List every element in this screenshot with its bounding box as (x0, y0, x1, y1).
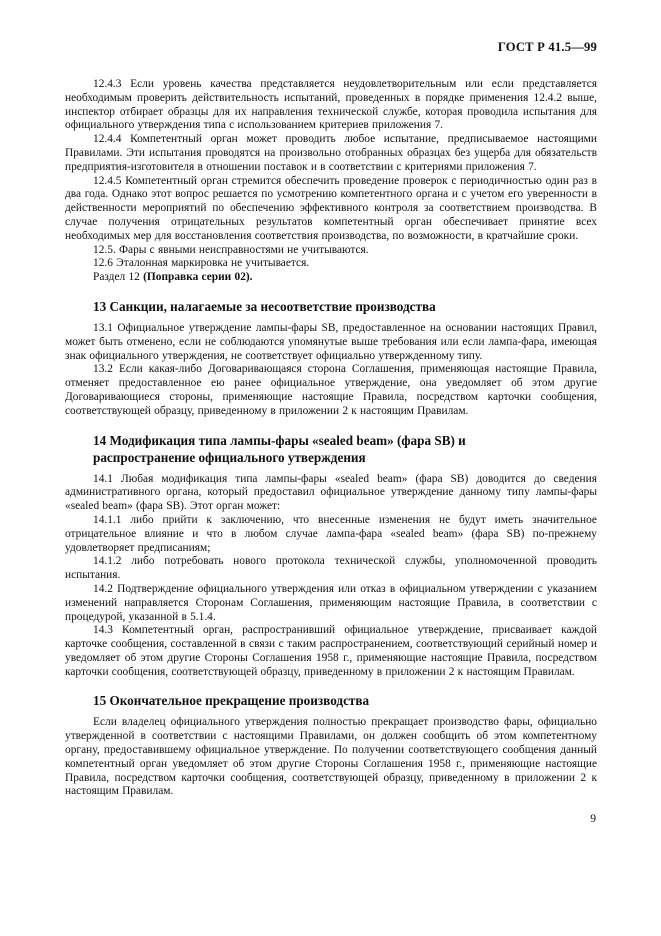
para-14-1-1: 14.1.1 либо прийти к заключению, что внесенные изменения не будут иметь значительное отрицательное влияние и что в любом случае лампа-фара «sealed beam» (фара SB) по-прежнему удовлетворяет предписаниям; (65, 513, 597, 554)
para-12-4-3: 12.4.3 Если уровень качества представляется неудовлетворительным или если представляется необходимым проверить действительность испытаний, проведенных в порядке применения 12.4.2 выше, инспектор отбирает образцы для их направления технической службе, которая проводила испытания для официального утверждения типа с использованием критериев приложения 7. (65, 78, 597, 132)
document-footer (65, 812, 597, 825)
heading-section-15: 15 Окончательное прекращение производства (93, 693, 370, 709)
para-14-1-2: 14.1.2 либо потребовать нового протокола технической службы, уполномоченной проводить испытания. (65, 555, 597, 582)
heading-section-13: 13 Санкции, налагаемые за несоответствие производства (93, 298, 436, 314)
page-number: 9 (590, 812, 596, 826)
heading-section-14: 14 Модификация типа лампы-фары «sealed beam» (фара SB) и распространение официального утверждения (93, 432, 466, 465)
para-13-1: 13.1 Официальное утверждение лампы-фары SB, предоставленное на основании настоящих Правил, может быть отменено, если не соблюдаются упомянутые выше требования или если лампа-фара, имеющая знак официального утверждения, не соответствует официально утвержденному типу. (65, 321, 597, 362)
para-razdel-12-amendment: (Поправка серии 02). (143, 271, 253, 284)
para-razdel-12 (65, 271, 597, 285)
para-12-5: 12.5. Фары с явными неисправностями не учитываются. (93, 243, 369, 256)
para-14-2: 14.2 Подтверждение официального утверждения или отказ в официальном утверждении с указанием изменений направляется Сторонам Соглашения, применяющим настоящие Правила, в соответствии с процедурой, указанной в 5.1.4. (65, 582, 597, 623)
para-15-body: Если владелец официального утверждения полностью прекращает производство фары, официально утвержденной в соответствии с настоящими Правилами, он должен сообщить об этом компетентному органу, предоставившему официальное утверждение. По получении соответствующего сообщения данный компетентный орган уведомляет об этом другие Стороны Соглашения 1958 г., применяющие настоящие Правила, посредством карточки сообщения, соответствующей образцу, приведенному в приложении 2 к настоящим Правилам. (65, 716, 597, 798)
para-12-6: 12.6 Эталонная маркировка не учитывается. (93, 257, 310, 270)
para-12-4-5: 12.4.5 Компетентный орган стремится обеспечить проведение проверок с периодичностью один раз в два года. Однако этот вопрос решается по усмотрению компетентного органа и с учетом его уверенности в действенности мероприятий по обеспечению эффективного контроля за соответствием производства. В случае получения отрицательных результатов компетентный орган обеспечивает принятие всех необходимых мер для восстановления соответствия производства, по возможности, в кратчайшие сроки. (65, 174, 597, 242)
para-razdel-12-text: Раздел 12 (93, 271, 144, 284)
para-14-1: 14.1 Любая модификация типа лампы-фары «sealed beam» (фара SB) доводится до сведения административного органа, который предоставил официальное утверждение данному типу лампы-фары «sealed beam» (фара SB). Этот орган может: (65, 472, 597, 513)
para-12-4-4: 12.4.4 Компетентный орган может проводить любое испытание, предписываемое настоящими Правилами. Эти испытания проводятся на произвольно отобранных образцах без ущерба для обязательств предприятия-изготовителя в отношении поставок и в соответствии с критериями приложения 7. (65, 133, 597, 173)
document-header (65, 40, 597, 55)
doc-code: ГОСТ Р 41.5—99 (497, 40, 597, 54)
para-13-2: 13.2 Если какая-либо Договаривающаяся сторона Соглашения, применяющая настоящие Правила, отменяет предоставленное ею ранее официальное утверждение, она уведомляет об этом другие Договаривающиеся стороны, применяющие настоящие Правила, посредством карточки сообщения, соответствующей образцу, приведенному в приложении 2 к настоящим Правилам. (65, 363, 597, 417)
para-14-3: 14.3 Компетентный орган, распространивший официальное утверждение, присваивает каждой карточке сообщения, составленной в связи с таким распространением, соответствующий серийный номер и уведомляет об этом другие Стороны Соглашения 1958 г., применяющие настоящие Правила, посредством карточки сообщения, соответствующей образцу, приведенному в приложении 2 к настоящим Правилам. (65, 624, 597, 678)
